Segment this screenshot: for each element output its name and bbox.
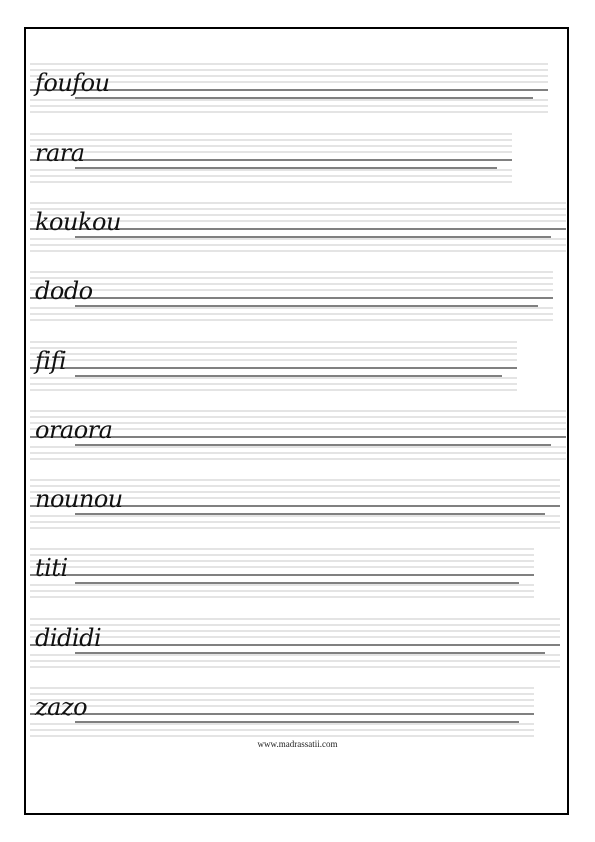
model-word: rara [35,139,85,167]
writing-row [0,58,595,128]
model-word: zazo [35,693,88,721]
ruled-guide-lines [0,543,595,613]
writing-row [0,128,595,198]
writing-row [0,266,595,336]
model-word: koukou [35,208,121,236]
model-word: dodo [35,277,93,305]
writing-row [0,474,595,544]
website-footer: www.madrassatii.com [257,739,338,749]
model-word: dididi [35,624,102,652]
writing-row [0,405,595,475]
writing-row [0,197,595,267]
ruled-guide-lines [0,128,595,198]
model-word: foufou [35,69,110,97]
model-word: fifi [35,347,67,375]
writing-row [0,336,595,406]
model-word: oraora [35,416,113,444]
writing-row [0,613,595,683]
ruled-guide-lines [0,336,595,406]
model-word: titi [35,554,68,582]
writing-row [0,543,595,613]
model-word: nounou [35,485,123,513]
